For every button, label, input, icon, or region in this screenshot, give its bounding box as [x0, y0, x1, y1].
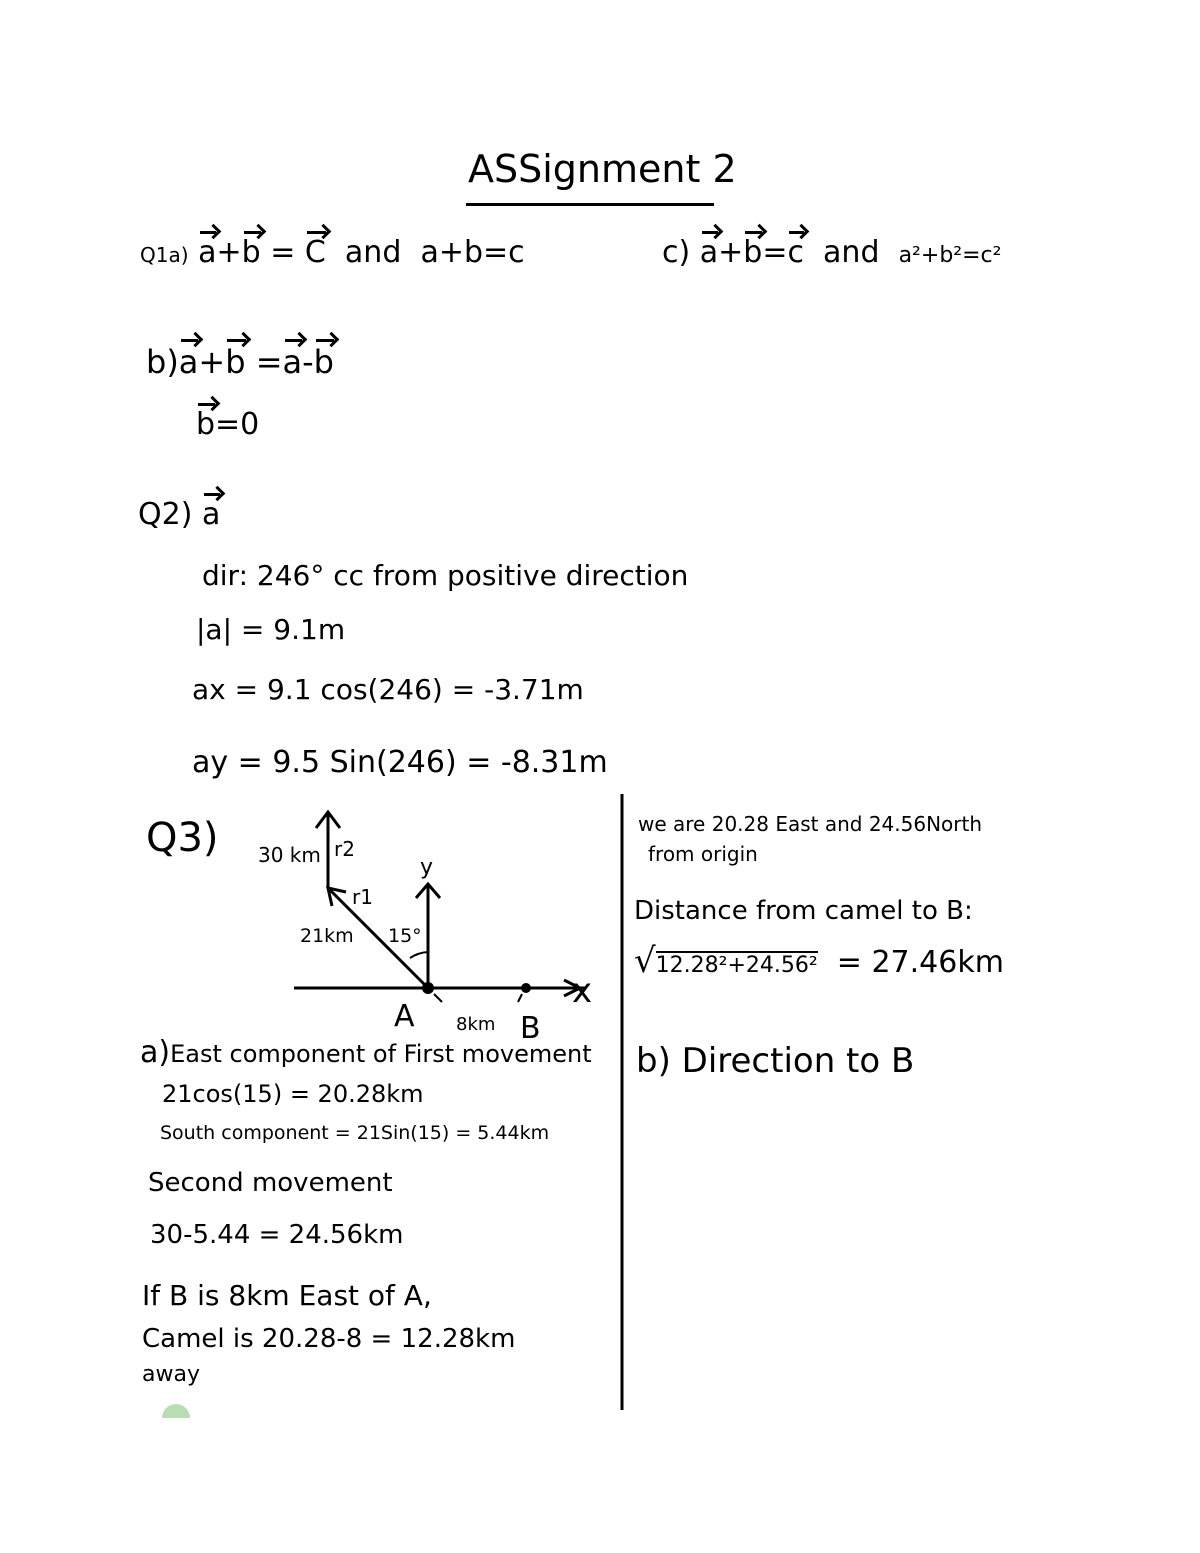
q2-direction: dir: 246° cc from positive direction: [202, 559, 689, 592]
vector-c: C: [304, 235, 326, 270]
q3a-line-6: If B is 8km East of A,: [142, 1279, 432, 1312]
equals-sign: =: [270, 235, 296, 270]
equals-sign: =: [762, 235, 788, 270]
r2-label: r2: [334, 837, 355, 861]
q1b-label: b): [146, 343, 179, 381]
q2-x-component: ax = 9.1 cos(246) = -3.71m: [192, 673, 584, 706]
point-b-label: B: [520, 1011, 541, 1046]
q3a-line-4: Second movement: [148, 1168, 393, 1198]
q3-right-line-2: from origin: [648, 842, 758, 866]
q3a-line-7: Camel is 20.28-8 = 12.28km: [142, 1324, 516, 1354]
q1a-label: Q1a): [140, 243, 189, 267]
ab-tick-left: [434, 994, 442, 1002]
q3a-line-3: South component = 21Sin(15) = 5.44km: [160, 1122, 550, 1144]
r1-label: r1: [352, 885, 373, 909]
q1a-scalar-equation: a+b=c: [420, 235, 525, 270]
q3-vector-diagram: [250, 800, 620, 1050]
and-word: and: [823, 235, 880, 270]
and-word: and: [344, 235, 402, 270]
q1c-scalar-equation: a²+b²=c²: [898, 243, 1002, 268]
r1-magnitude-label: 21km: [300, 925, 354, 947]
point-a-dot: [422, 982, 434, 994]
plus-sign: +: [216, 235, 242, 270]
x-axis-label: x: [572, 971, 593, 1011]
y-axis-label: y: [420, 855, 434, 880]
vector-b: b: [743, 235, 763, 270]
q3-label: Q3): [146, 815, 219, 861]
plus-sign: +: [198, 343, 226, 381]
q2-label: Q2): [138, 497, 193, 532]
sqrt-icon: √: [634, 941, 656, 981]
q1c-line: [662, 235, 1002, 270]
vector-c: c: [787, 235, 804, 270]
title-underline: [466, 203, 714, 206]
angle-label: 15°: [388, 925, 422, 947]
q2-y-component: ay = 9.5 Sin(246) = -8.31m: [192, 745, 608, 780]
vector-a: a: [198, 235, 217, 270]
q3a-line-1: [140, 1035, 592, 1070]
angle-arc: [410, 952, 428, 958]
q2-magnitude: |a| = 9.1m: [196, 613, 346, 646]
plus-sign: +: [718, 235, 744, 270]
q3a-line-5: 30-5.44 = 24.56km: [150, 1220, 404, 1250]
vector-a: a: [201, 497, 221, 532]
q3b-heading: b) Direction to B: [636, 1041, 915, 1081]
vector-a: a: [699, 235, 719, 270]
q3a-line-2: 21cos(15) = 20.28km: [162, 1080, 424, 1108]
ab-tick-right: [518, 994, 522, 1002]
q1a-line: [140, 235, 525, 270]
equals-sign: =: [255, 343, 283, 381]
q3-right-line-1: we are 20.28 East and 24.56North: [638, 812, 983, 836]
vector-b: b: [313, 343, 334, 381]
vector-b: b: [196, 407, 216, 442]
sqrt-expression: 12.28²+24.56²: [655, 953, 818, 978]
vector-b: b: [225, 343, 246, 381]
q1c-label: c): [662, 235, 691, 270]
q2-header: [138, 497, 221, 532]
q1b-result-value: =0: [215, 407, 260, 442]
q3-right-line-3: Distance from camel to B:: [634, 896, 973, 926]
q1b-line: [146, 343, 334, 381]
q3a-line-1-text: East component of First movement: [170, 1040, 592, 1068]
point-a-label: A: [394, 999, 415, 1034]
r2-magnitude-label: 30 km: [258, 843, 321, 867]
vector-a: a: [178, 343, 199, 381]
vector-b: b: [241, 235, 261, 270]
q3a-line-8: away: [142, 1362, 200, 1387]
ab-distance-label: 8km: [456, 1014, 496, 1035]
ink-smudge: [162, 1404, 190, 1418]
q3a-label: a): [140, 1035, 171, 1070]
minus-sign: -: [302, 343, 314, 381]
q1b-result: [196, 407, 260, 442]
assignment-title: ASSignment 2: [468, 147, 737, 191]
point-b-dot: [521, 983, 531, 993]
vector-a: a: [282, 343, 303, 381]
distance-result: = 27.46km: [836, 945, 1004, 980]
q3-distance-calc: [634, 941, 1004, 981]
